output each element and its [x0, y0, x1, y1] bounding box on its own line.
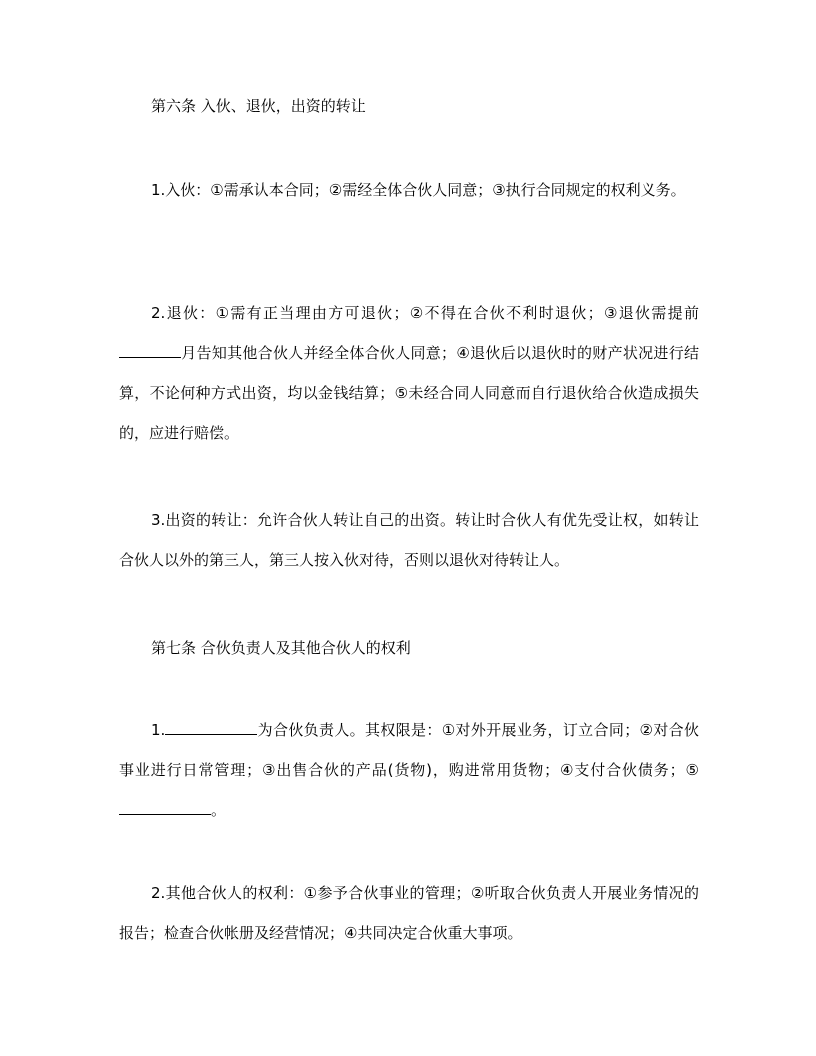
article-6-item-2 [119, 293, 699, 453]
notice-months-blank [119, 343, 181, 358]
article-7-heading: 第七条 合伙负责人及其他合伙人的权利 [151, 639, 411, 657]
article-7-item-1-end: 。 [211, 801, 227, 819]
other-authority-blank [119, 800, 211, 815]
article-7-item-1 [119, 710, 699, 830]
article-6-item-1: 1.入伙：①需承认本合同；②需经全体合伙人同意；③执行合同规定的权利义务。 [151, 181, 686, 199]
article-7-item-1-prefix: 1. [151, 721, 166, 739]
article-6-item-2-text-b: 月告知其他合伙人并经全体合伙人同意；④退伙后以退伙时的财产状况进行结算，不论何种方式出资，均以金钱结算；⑤未经合同人同意而自行退伙给合伙造成损失的，应进行赔偿。 [119, 344, 699, 442]
article-6-item-2-text-a: 2.退伙：①需有正当理由方可退伙；②不得在合伙不利时退伙；③退伙需提前 [151, 304, 699, 322]
article-6-heading: 第六条 入伙、退伙，出资的转让 [151, 97, 366, 115]
responsible-partner-blank [165, 720, 257, 735]
article-7-item-2: 2.其他合伙人的权利：①参予合伙事业的管理；②听取合伙负责人开展业务情况的报告；检查合伙帐册及经营情况；④共同决定合伙重大事项。 [119, 884, 699, 942]
article-7-item-1-text: 为合伙负责人。其权限是：①对外开展业务，订立合同；②对合伙事业进行日常管理；③出售合伙的产品(货物)，购进常用货物；④支付合伙债务；⑤ [119, 721, 699, 779]
article-6-item-3: 3.出资的转让：允许合伙人转让自己的出资。转让时合伙人有优先受让权，如转让合伙人以外的第三人，第三人按入伙对待，否则以退伙对待转让人。 [119, 511, 699, 569]
